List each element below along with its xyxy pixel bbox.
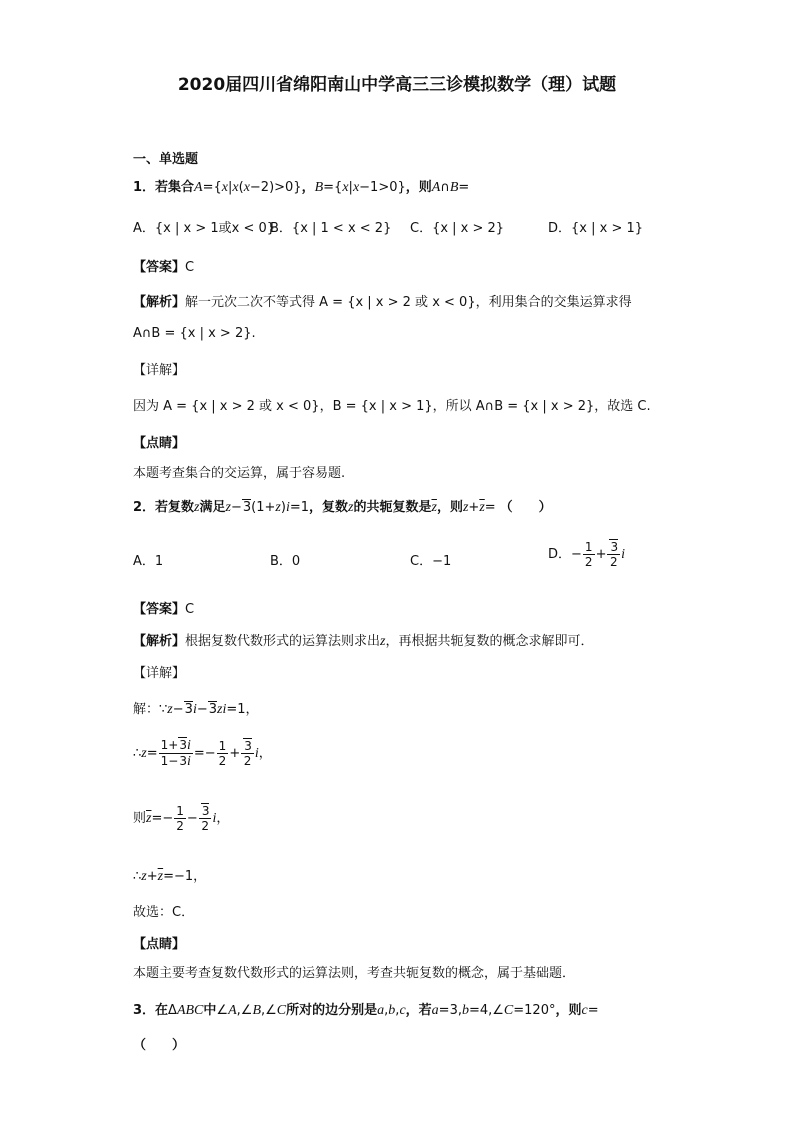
q1-analysis-line2: A∩B = {x | x > 2}. [133,326,256,341]
q1-detail-label: 【详解】 [133,363,186,378]
q1-answer [133,256,194,275]
q1-analysis-text: 解一元次二次不等式得 A = {x | x > 2 或 x < 0}，利用集合的交集运算求得 [185,295,632,310]
q1-comment-text: 本题考查集合的交运算，属于容易题. [133,466,346,481]
q2-comment-text: 本题主要考查复数代数形式的运算法则，考查共轭复数的概念，属于基础题． [133,966,576,981]
q2-detail-label: 【详解】 [133,666,186,681]
q1-comment-label: 【点睛】 [133,436,186,451]
q1-option-b: B．{x | 1 < x < 2} [270,221,392,236]
page-title: 2020届四川省绵阳南山中学高三三诊模拟数学（理）试题 [177,75,617,95]
q1-analysis [133,291,632,310]
q2-detail-step1: 解：∵z−3i−3zi=1， [133,702,259,717]
q3-paren: （ ） [133,1038,186,1053]
q2-conclusion: 故选：C． [133,905,195,920]
q1-option-a: A．{x | x > 1或x < 0} [133,221,276,236]
q2-analysis: 【解析】根据复数代数形式的运算法则求出z，再根据共轭复数的概念求解即可． [133,634,594,649]
analysis-label: 【解析】 [133,295,186,310]
q2-option-c: C．−1 [410,554,452,569]
q2-answer: 【答案】C [133,602,195,617]
q2-detail-step3: 则$\overline{z}=-$ $\frac{1}{2}$ − $\frac{3}{2}$ i， [133,804,230,833]
q1-stem: 1．若集合A={x|x(x−2)>0}，B={x|x−1>0}，则A∩B= [133,180,470,195]
q1-answer-value: C [185,260,195,275]
q2-detail-step2: ∴z= $\frac{1+3i}{1-3i}$ =− $\frac{1}{2}$ + $\frac{3}{2}$ i， [133,738,272,769]
q2-comment-label: 【点睛】 [133,937,186,952]
q2-option-b: B．0 [270,554,301,569]
answer-label: 【答案】 [133,260,186,275]
q1-detail-text: 因为 A = {x | x > 2 或 x < 0}，B = {x | x > 1}，所以 A∩B = {x | x > 2}，故选 C. [133,399,651,414]
q2-stem: 2．若复数z满足z−3(1+z)i=1，复数z的共轭复数是$\overline{z}$，则$z+\overline{z}=$ （ ） [133,500,552,515]
q2-option-a: A．1 [133,554,164,569]
q1-option-d: D．{x | x > 1} [548,221,644,236]
section-heading: 一、单选题 [133,152,199,167]
q2-detail-step4: $\therefore z+\overline{z}=-1$， [133,869,207,884]
q1-option-c: C．{x | x > 2} [410,221,505,236]
q3-stem: 3．在ΔABC中∠A,∠B,∠C所对的边分别是a,b,c，若a=3,b=4,∠C=120°，则c= [133,1003,599,1018]
q2-option-d: D．− $\frac{1}{2}$ + $\frac{3}{2}$ i [548,540,625,569]
